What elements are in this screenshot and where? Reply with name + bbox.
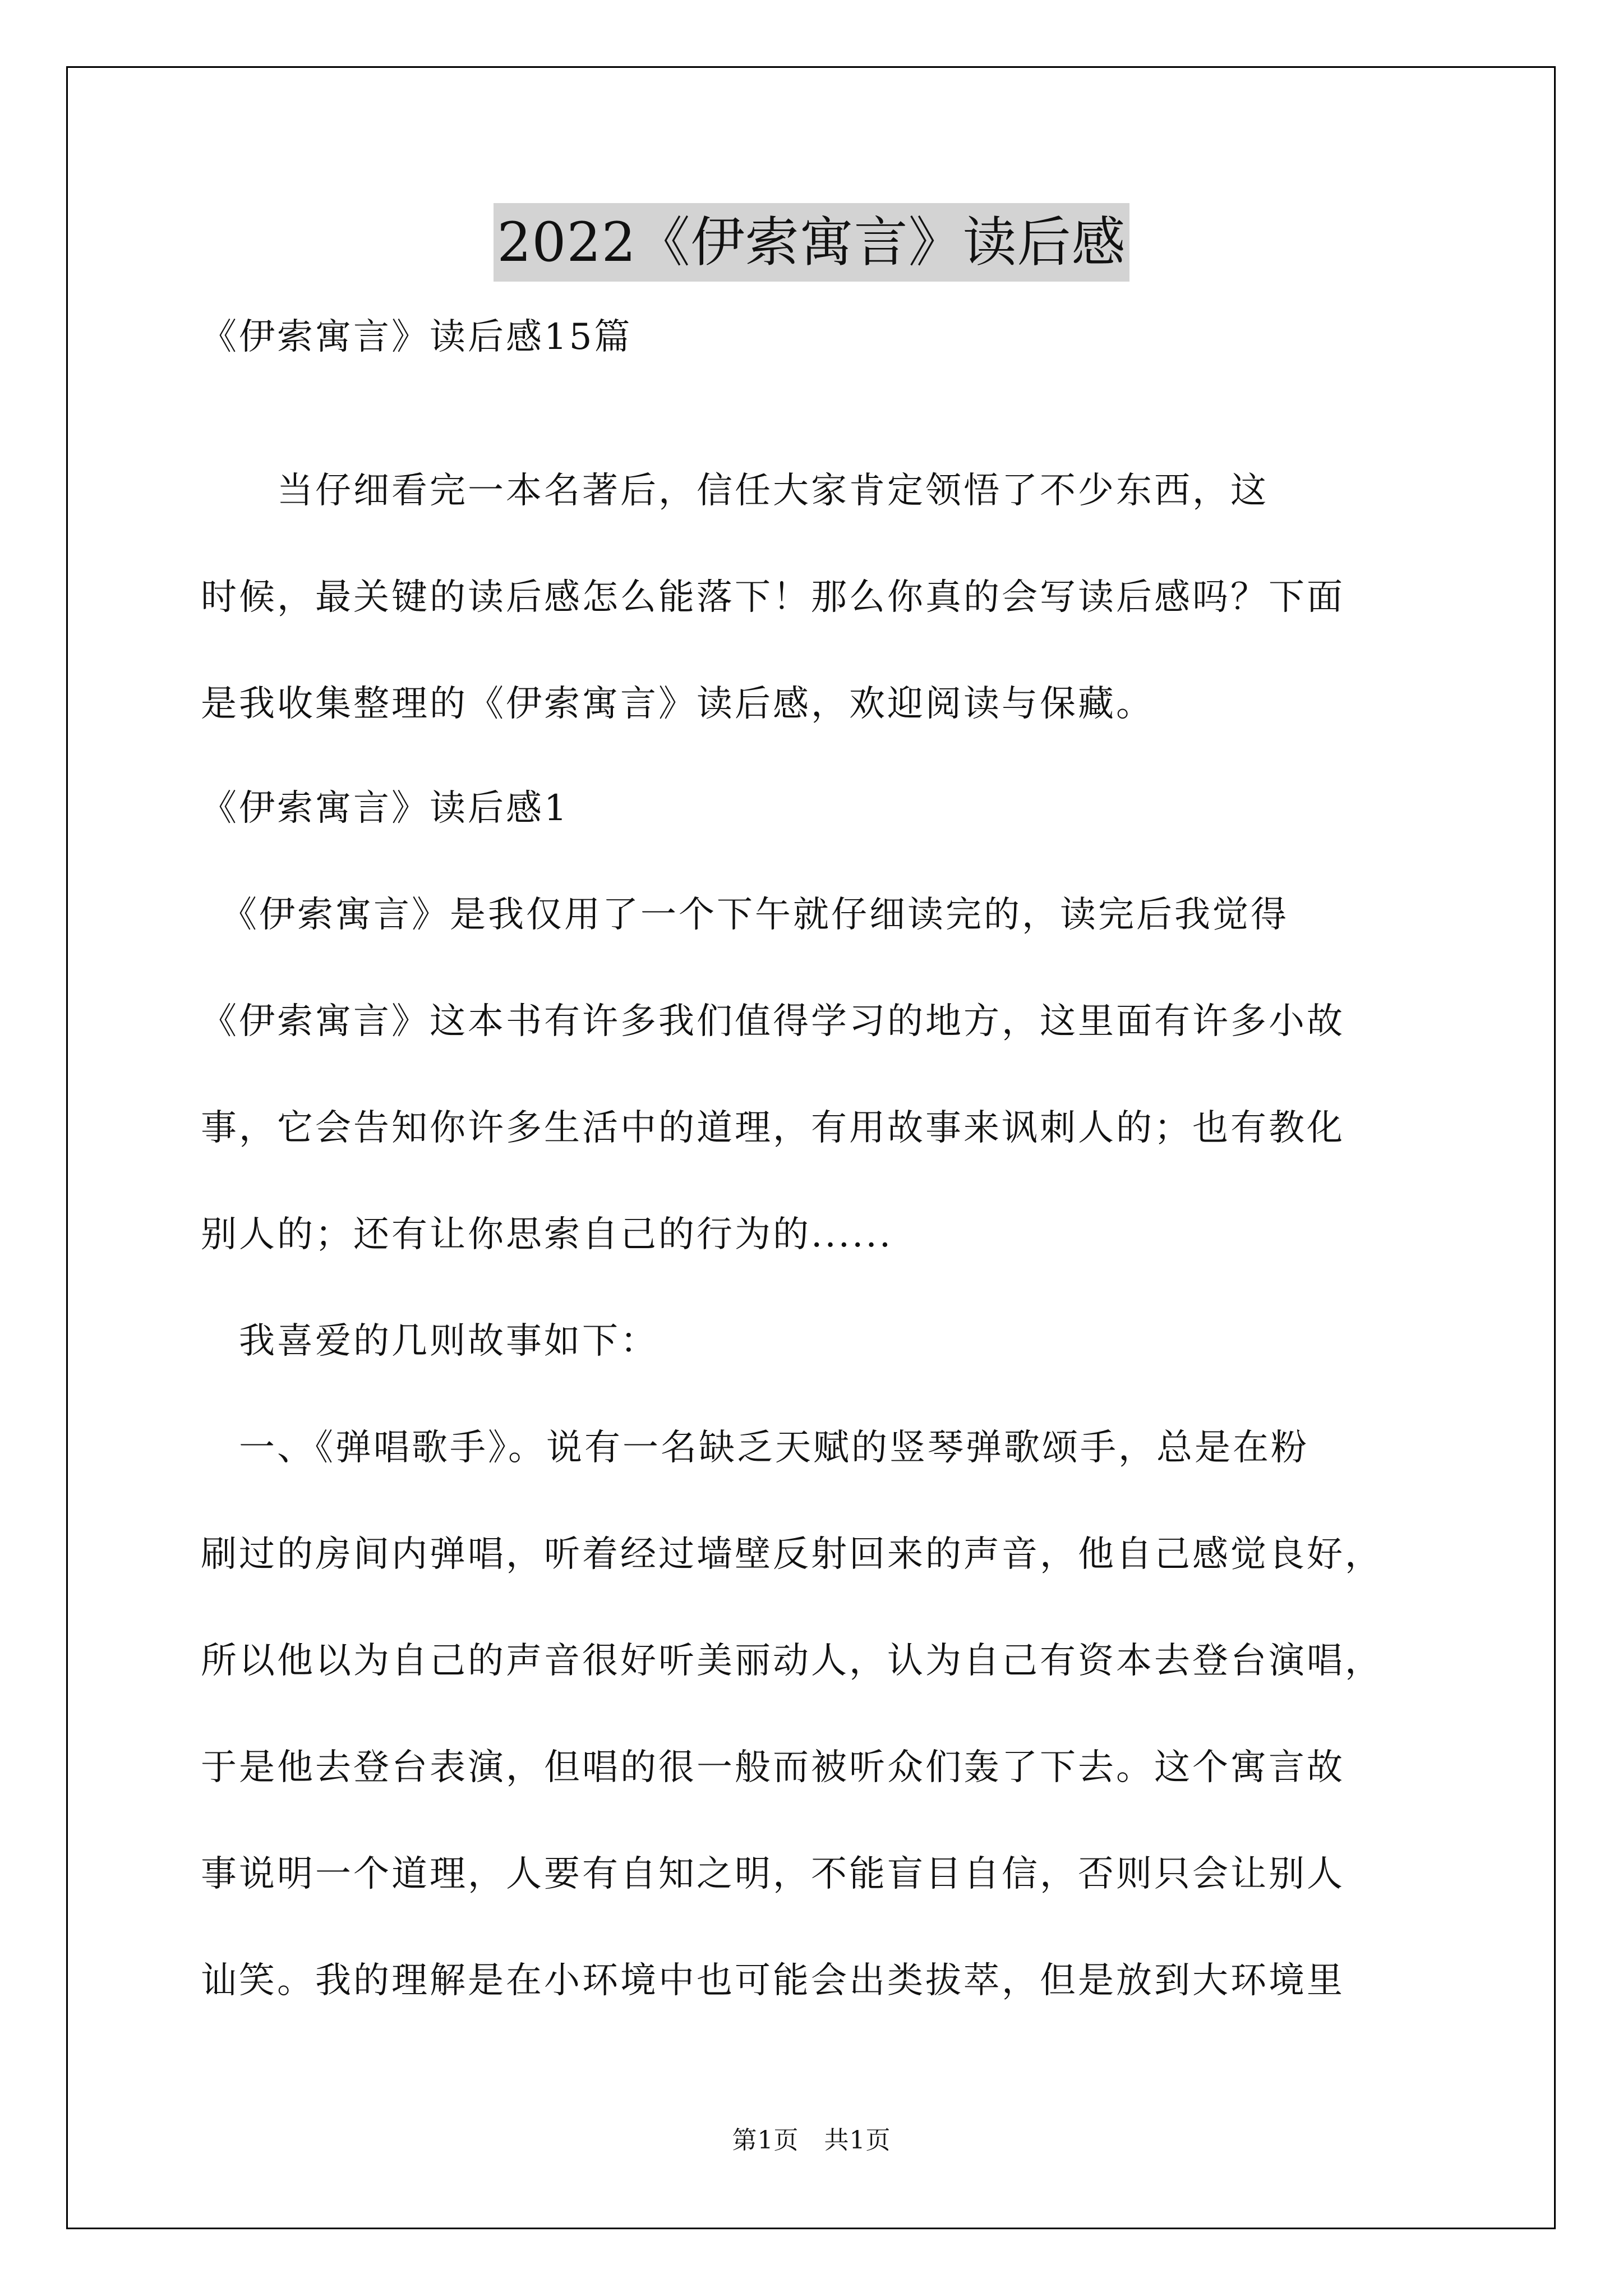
body-paragraph-2 — [201, 1288, 1435, 1395]
paragraph-line: 是我收集整理的《伊索寓言》读后感，欢迎阅读与保藏。 — [201, 683, 1154, 725]
paragraph-line: 刷过的房间内弹唱，听着经过墙壁反射回来的声音，他自己感觉良好， — [201, 1534, 1383, 1575]
title-wrap — [0, 203, 1623, 282]
document-subtitle: 《伊索寓言》读后感15篇 — [201, 316, 633, 358]
paragraph-line: 时候，最关键的读后感怎么能落下！那么你真的会写读后感吗？下面 — [201, 577, 1345, 618]
page-footer — [0, 2124, 1623, 2157]
body-paragraph-3 — [201, 1395, 1435, 2034]
paragraph-line: 事，它会告知你许多生活中的道理，有用故事来讽刺人的；也有教化 — [201, 1107, 1345, 1149]
paragraph-line: 《伊索寓言》是我仅用了一个下午就仔细读完的，读完后我觉得 — [201, 894, 1289, 936]
page-number-label: 第1页 共1页 — [732, 2126, 891, 2155]
paragraph-line: 讪笑。我的理解是在小环境中也可能会出类拔萃，但是放到大环境里 — [201, 1960, 1345, 2001]
section-heading: 《伊索寓言》读后感1 — [201, 788, 569, 829]
paragraph-line: 于是他去登台表演，但唱的很一般而被听众们轰了下去。这个寓言故 — [201, 1747, 1345, 1788]
paragraph-line: 所以他以为自己的声音很好听美丽动人，认为自己有资本去登台演唱， — [201, 1640, 1383, 1682]
paragraph-line: 事说明一个道理，人要有自知之明，不能盲目自信，否则只会让别人 — [201, 1853, 1345, 1895]
paragraph-line: 别人的；还有让你思索自己的行为的...... — [201, 1214, 893, 1255]
paragraph-line: 《伊索寓言》这本书有许多我们值得学习的地方，这里面有许多小故 — [201, 1001, 1345, 1042]
intro-paragraph — [201, 438, 1435, 757]
paragraph-line: 我喜爱的几则故事如下： — [201, 1320, 658, 1362]
body-paragraph-1 — [201, 862, 1435, 1288]
paragraph-line: 一、《弹唱歌手》。说有一名缺乏天赋的竖琴弹歌颂手，总是在粉 — [201, 1427, 1309, 1469]
document-title: 2022《伊索寓言》读后感 — [494, 203, 1129, 282]
paragraph-line: 当仔细看完一本名著后，信任大家肯定领悟了不少东西，这 — [201, 470, 1269, 512]
